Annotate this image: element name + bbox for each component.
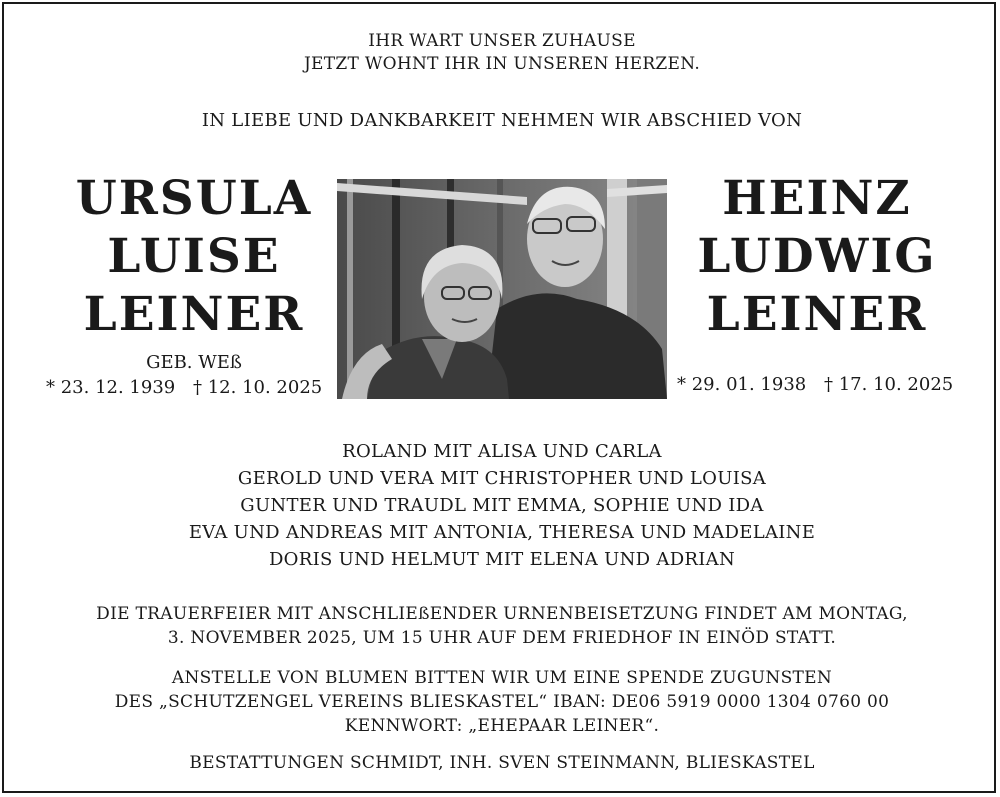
left-name-line-1: URSULA [75,171,313,226]
left-name [64,170,324,344]
right-name-line-2: LUDWIG [697,229,937,284]
left-name-line-2: LUISE [107,229,281,284]
family-line-3: GUNTER UND TRAUDL MIT EMMA, SOPHIE UND IDA [240,495,764,516]
left-birth-date: * 23. 12. 1939 [46,377,176,398]
family-line-2: GEROLD UND VERA MIT CHRISTOPHER UND LOUISA [237,468,767,489]
left-death-date: † 12. 10. 2025 [193,377,323,398]
couple-photo-image [337,179,667,399]
right-name-line-3: LEINER [706,287,928,342]
left-maiden-name: GEB. WEß [146,352,242,373]
couple-photo [337,179,667,399]
family-line-4: EVA UND ANDREAS MIT ANTONIA, THERESA UND MADELAINE [188,522,816,543]
right-name-line-1: HEINZ [722,171,912,226]
funeral-home: BESTATTUNGEN SCHMIDT, INH. SVEN STEINMANN, BLIESKASTEL [189,753,815,773]
ceremony-line-1: DIE TRAUERFEIER MIT ANSCHLIEßENDER URNENBEISETZUNG FINDET AM MONTAG, [96,604,908,624]
right-death-date: † 17. 10. 2025 [824,374,954,395]
obituary-frame [2,2,996,793]
family-line-5: DORIS UND HELMUT MIT ELENA UND ADRIAN [268,549,736,570]
intro-text: IN LIEBE UND DANKBARKEIT NEHMEN WIR ABSCHIED VON [201,110,803,131]
ceremony-line-2: 3. NOVEMBER 2025, UM 15 UHR AUF DEM FRIEDHOF IN EINÖD STATT. [167,628,837,648]
donation-line-3: KENNWORT: „EHEPAAR LEINER“. [344,716,660,736]
family-line-1: ROLAND MIT ALISA UND CARLA [342,441,662,462]
right-name [692,170,942,344]
right-birth-date: * 29. 01. 1938 [677,374,807,395]
motto-line-1: IHR WART UNSER ZUHAUSE [368,31,636,51]
donation-line-1: ANSTELLE VON BLUMEN BITTEN WIR UM EINE SPENDE ZUGUNSTEN [171,668,833,688]
donation-line-2: DES „SCHUTZENGEL VEREINS BLIESKASTEL“ IBAN: DE06 5919 0000 1304 0760 00 [114,692,890,712]
left-name-line-3: LEINER [83,287,305,342]
motto-line-2: JETZT WOHNT IHR IN UNSEREN HERZEN. [303,54,701,74]
